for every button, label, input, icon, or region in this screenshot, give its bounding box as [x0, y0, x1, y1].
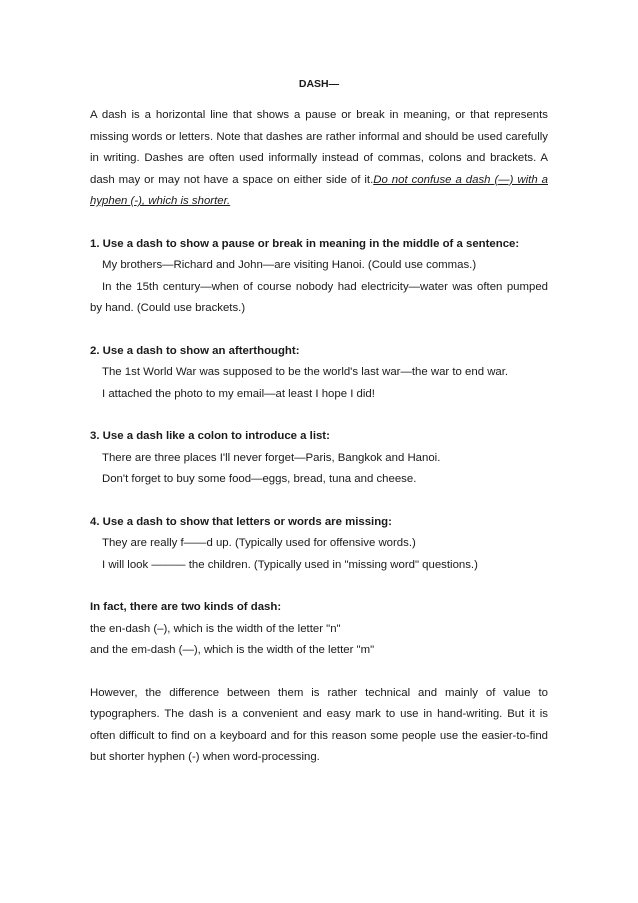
example-line: In the 15th century—when of course nobody had electricity—water was often pumped by hand. (Could use brackets.)	[90, 280, 548, 314]
section-2	[90, 341, 548, 406]
intro-text: A dash is a horizontal line that shows a pause or break in meaning, or that represents missing words or letters. Note that dashes are rather informal and should be used carefully in writing. Dashes are often used informally instead of commas, colons and brackets. A dash may or may not have a space on either side of it.	[90, 109, 548, 186]
document-page	[90, 76, 548, 769]
kind-line: and the em-dash (—), which is the width of the letter "m"	[90, 644, 375, 656]
intro-emphasis: Do not confuse a dash (—) with a hyphen (-), which is shorter.	[90, 173, 548, 207]
section-3	[90, 426, 548, 491]
example-line: I attached the photo to my email—at least I hope I did!	[102, 387, 375, 400]
dash-kinds	[90, 597, 548, 662]
kind-line: the en-dash (–), which is the width of the letter "n"	[90, 622, 341, 635]
section-heading: 1. Use a dash to show a pause or break in meaning in the middle of a sentence:	[90, 237, 520, 250]
section-heading: In fact, there are two kinds of dash:	[90, 601, 282, 613]
section-heading: 2. Use a dash to show an afterthought:	[90, 344, 300, 357]
section-1	[90, 234, 548, 320]
example-line: The 1st World War was supposed to be the world's last war—the war to end war.	[102, 366, 509, 378]
example-line: There are three places I'll never forget—Paris, Bangkok and Hanoi.	[102, 451, 441, 464]
section-heading: 4. Use a dash to show that letters or words are missing:	[90, 515, 392, 528]
page-title: DASH—	[298, 78, 340, 90]
section-heading: 3. Use a dash like a colon to introduce a list:	[90, 430, 330, 442]
closing-paragraph: However, the difference between them is rather technical and mainly of value to typographers. The dash is a convenient and easy mark to use in hand-writing. But it is often difficult to find on a keyboard and for this reason some people use the easier-to-find but shorter hyphen (-) when word-processing.	[90, 686, 548, 763]
example-line: Don't forget to buy some food—eggs, bread, tuna and cheese.	[102, 473, 417, 485]
example-line: They are really f——d up. (Typically used for offensive words.)	[102, 537, 416, 549]
intro-paragraph	[90, 105, 548, 213]
example-line: My brothers—Richard and John—are visiting Hanoi. (Could use commas.)	[102, 259, 477, 271]
example-line: I will look ——— the children. (Typically used in "missing word" questions.)	[102, 558, 478, 571]
section-4	[90, 512, 548, 577]
